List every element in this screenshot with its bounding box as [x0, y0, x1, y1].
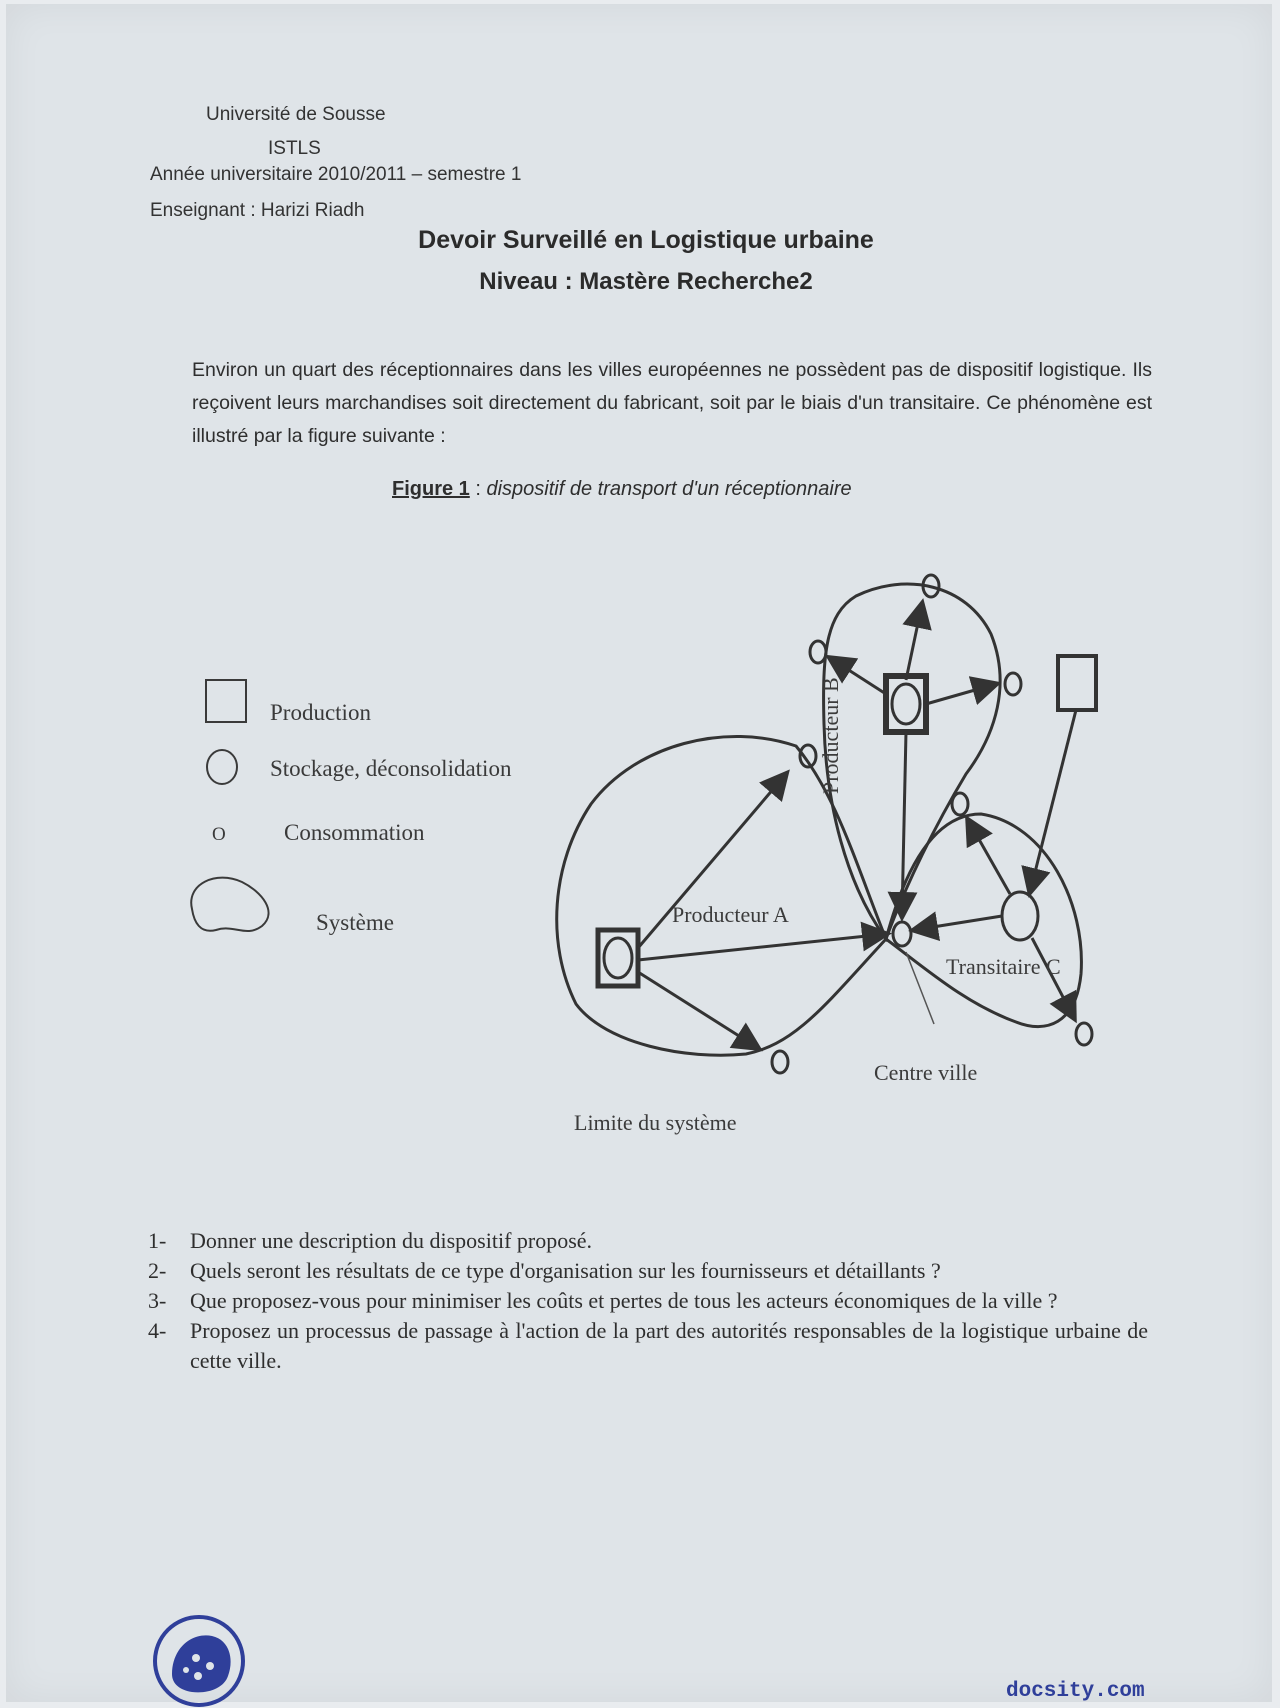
figure-description: dispositif de transport d'un réceptionnaire	[486, 478, 852, 500]
flow-arrow	[914, 916, 1002, 930]
flow-arrow	[968, 820, 1010, 894]
question-item: 4- Proposez un processus de passage à l'action de la part des autorités responsables de la logistique urbaine de cette ville.	[148, 1318, 1148, 1373]
city-centre-node	[893, 922, 911, 946]
city-centre-pointer	[906, 952, 934, 1024]
legend-system: Système	[316, 910, 394, 935]
consumption-point	[772, 1051, 788, 1073]
producer-a-storage	[604, 938, 632, 978]
logistics-network-diagram	[6, 4, 1272, 1702]
label-forwarder-c: Transitaire C	[946, 954, 1061, 979]
question-item: 2- Quels seront les résultats de ce type d'organisation sur les fournisseurs et détaillants ?	[148, 1258, 941, 1283]
figure-label: Figure 1	[392, 478, 470, 500]
figure-separator: :	[469, 478, 487, 500]
docsity-brand-link[interactable]: docsity.com	[1006, 1680, 1145, 1703]
forwarder-c-storage	[1002, 892, 1038, 940]
institute-name: ISTLS	[268, 138, 321, 159]
label-system-limit: Limite du système	[574, 1110, 737, 1135]
producer-b-storage	[892, 684, 920, 724]
question-item: 3- Que proposez-vous pour minimiser les coûts et pertes de tous les acteurs économiques de la ville ?	[148, 1288, 1058, 1313]
question-item: 1- Donner une description du dispositif proposé.	[148, 1228, 593, 1253]
question-list	[148, 1226, 1148, 1376]
exam-title: Devoir Surveillé en Logistique urbaine	[418, 226, 874, 254]
flow-arrow	[638, 972, 758, 1048]
intro-paragraph: Environ un quart des réceptionnaires dans les villes européennes ne possèdent pas de dispositif logistique. Ils reçoivent leurs marchandises soit directement du fabricant, soit par le biais d'un transitaire. Ce phénomène est illustré par la figure suivante :	[192, 359, 1152, 447]
legend-storage: Stockage, déconsolidation	[270, 756, 512, 781]
producer-c-square	[1058, 656, 1096, 710]
flow-arrow	[638, 934, 886, 960]
label-city-centre: Centre ville	[874, 1060, 978, 1085]
flow-arrow	[906, 604, 922, 680]
label-producer-a: Producteur A	[672, 902, 789, 927]
legend-consumption-symbol: O	[212, 824, 226, 845]
exam-level: Niveau : Mastère Recherche2	[479, 268, 813, 295]
teacher-name: Enseignant : Harizi Riadh	[150, 200, 365, 221]
consumption-point	[1005, 673, 1021, 695]
label-producer-b: Producteur B	[818, 677, 843, 794]
docsity-logo-icon[interactable]	[152, 1614, 246, 1708]
legend-consumption: Consommation	[284, 820, 425, 845]
university-name: Université de Sousse	[206, 104, 386, 125]
consumption-point	[952, 793, 968, 815]
system-boundary-b	[824, 584, 1001, 939]
consumption-point	[1076, 1023, 1092, 1045]
flow-arrow	[926, 684, 996, 704]
document-page	[6, 4, 1272, 1702]
academic-year: Année universitaire 2010/2011 – semestre 1	[150, 164, 522, 185]
legend-production: Production	[270, 700, 371, 725]
